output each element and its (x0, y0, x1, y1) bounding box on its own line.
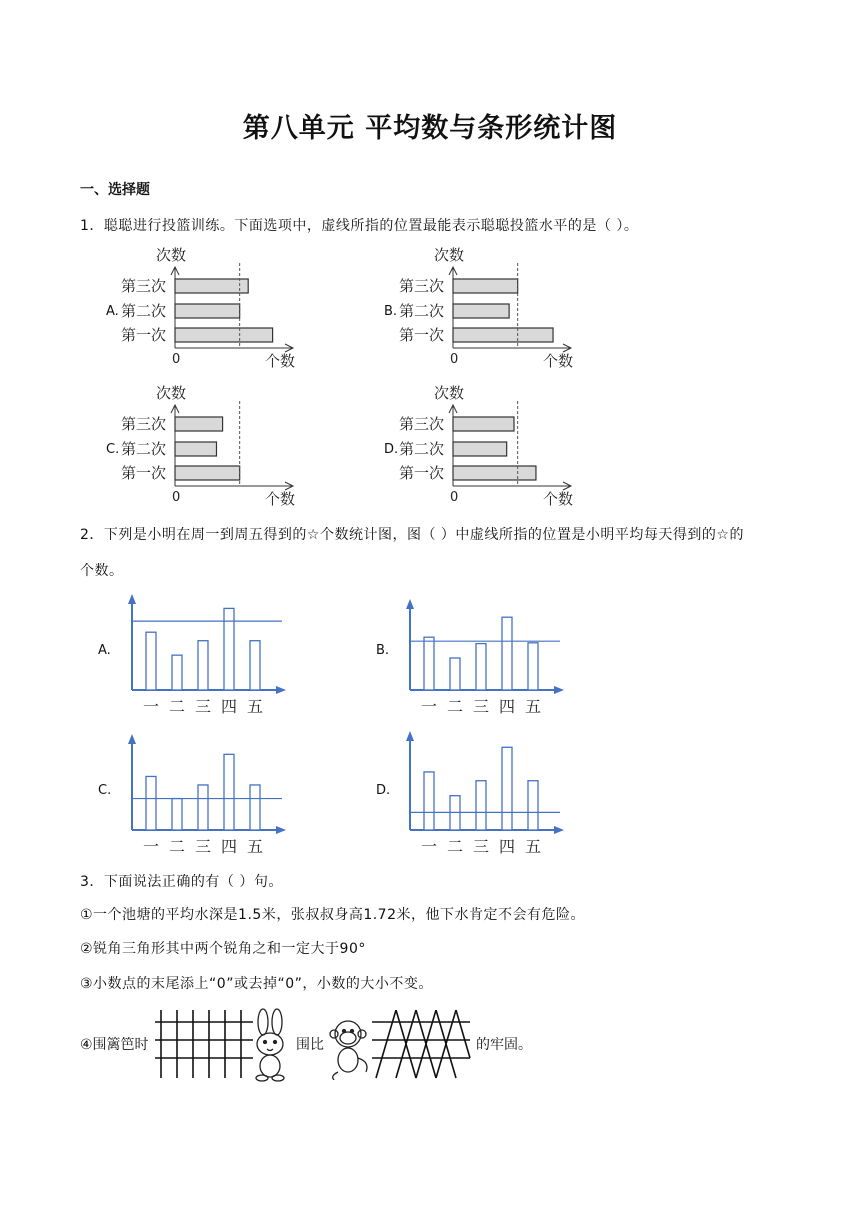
row-label: 第一次 (399, 464, 445, 482)
bar (502, 617, 512, 690)
square-fence-picture (155, 1010, 255, 1080)
bar (175, 417, 223, 431)
origin-label: 0 (450, 490, 459, 505)
day-label: 五 (525, 837, 542, 856)
day-label: 一 (143, 697, 160, 716)
day-label: 一 (421, 697, 438, 716)
y-axis-label: 次数 (434, 246, 465, 264)
option-label: C. (98, 783, 112, 798)
bar (172, 799, 182, 830)
bar (453, 442, 507, 456)
bar (450, 658, 460, 690)
bar (453, 304, 509, 318)
bar (198, 641, 208, 690)
q2-chart-b (376, 595, 576, 720)
row-label: 第三次 (399, 277, 445, 295)
day-label: 四 (499, 837, 516, 856)
day-label: 三 (473, 697, 490, 716)
y-axis-arrow (406, 731, 414, 741)
page-title: 第八单元 平均数与条形统计图 (242, 113, 618, 144)
rabbit-picture (248, 1008, 294, 1082)
day-label: 三 (195, 837, 212, 856)
day-label: 五 (525, 697, 542, 716)
section-heading: 一、选择题 (80, 182, 150, 198)
y-axis-label: 次数 (434, 384, 465, 402)
q2-chart-a (98, 590, 298, 720)
bar (453, 417, 514, 431)
bar (224, 754, 234, 830)
row-label: 第一次 (121, 326, 167, 344)
origin-label: 0 (172, 490, 181, 505)
question-3-item-4-part-2: 围比 (296, 1037, 324, 1053)
y-axis-arrow (128, 594, 136, 604)
question-2-line-1: 2．下列是小明在周一到周五得到的☆个数统计图，图（ ）中虚线所指的位置是小明平均每天得到的☆的 (80, 527, 744, 543)
question-3-item-3: ③小数点的末尾添上“0”或去掉“0”，小数的大小不变。 (80, 976, 433, 992)
bar (453, 466, 536, 480)
bar (476, 781, 486, 830)
bar (175, 442, 216, 456)
row-label: 第二次 (121, 302, 167, 320)
bar (146, 776, 156, 830)
monkey-picture (326, 1018, 374, 1080)
x-axis-arrow (276, 826, 286, 834)
question-3-item-4-part-3: 的牢固。 (476, 1037, 532, 1053)
x-axis-arrow (276, 686, 286, 694)
bar (198, 785, 208, 830)
row-label: 第三次 (121, 415, 167, 433)
day-label: 二 (169, 837, 186, 856)
row-label: 第三次 (121, 277, 167, 295)
q1-chart-a (106, 245, 310, 375)
q2-chart-c (98, 730, 298, 860)
x-axis-label: 个数 (265, 490, 296, 508)
row-label: 第二次 (121, 440, 167, 458)
day-label: 五 (247, 837, 264, 856)
q1-chart-b (384, 245, 588, 375)
row-label: 第二次 (399, 440, 445, 458)
bar (146, 632, 156, 690)
bar (175, 328, 273, 342)
bar (528, 781, 538, 830)
question-1: 1．聪聪进行投篮训练。下面选项中，虚线所指的位置最能表示聪聪投篮水平的是（ ）。 (80, 218, 639, 234)
day-label: 二 (447, 837, 464, 856)
option-label: B. (376, 643, 390, 658)
y-axis-arrow (128, 734, 136, 744)
x-axis-arrow (554, 686, 564, 694)
day-label: 四 (499, 697, 516, 716)
x-axis-arrow (554, 826, 564, 834)
day-label: 二 (447, 697, 464, 716)
row-label: 第一次 (121, 464, 167, 482)
q1-chart-d (384, 383, 588, 513)
bar (172, 655, 182, 690)
y-axis-label: 次数 (156, 384, 187, 402)
day-label: 三 (473, 837, 490, 856)
question-3-item-1: ①一个池塘的平均水深是1.5米，张叔叔身高1.72米，他下水肯定不会有危险。 (80, 907, 585, 923)
option-label: D. (384, 442, 399, 457)
row-label: 第三次 (399, 415, 445, 433)
day-label: 二 (169, 697, 186, 716)
bar (424, 772, 434, 830)
option-label: A. (106, 304, 119, 319)
day-label: 五 (247, 697, 264, 716)
x-axis-label: 个数 (265, 352, 296, 370)
row-label: 第二次 (399, 302, 445, 320)
x-axis-label: 个数 (543, 352, 574, 370)
origin-label: 0 (172, 352, 181, 367)
day-label: 一 (143, 837, 160, 856)
bar (175, 304, 240, 318)
q2-chart-d (376, 727, 576, 860)
bar (175, 279, 248, 293)
bar (250, 785, 260, 830)
bar (528, 643, 538, 690)
triangle-fence-picture (372, 1010, 472, 1080)
row-label: 第一次 (399, 326, 445, 344)
day-label: 一 (421, 837, 438, 856)
y-axis-arrow (406, 599, 414, 609)
origin-label: 0 (450, 352, 459, 367)
bar (175, 466, 240, 480)
day-label: 四 (221, 697, 238, 716)
q1-chart-c (106, 383, 310, 513)
day-label: 三 (195, 697, 212, 716)
option-label: C. (106, 442, 120, 457)
bar (453, 328, 553, 342)
bar (424, 637, 434, 690)
day-label: 四 (221, 837, 238, 856)
bar (250, 641, 260, 690)
bar (502, 747, 512, 830)
question-3-item-2: ②锐角三角形其中两个锐角之和一定大于90° (80, 941, 366, 957)
x-axis-label: 个数 (543, 490, 574, 508)
option-label: D. (376, 783, 391, 798)
option-label: B. (384, 304, 398, 319)
bar (476, 644, 486, 690)
question-2-line-2: 个数。 (80, 563, 124, 579)
question-3: 3．下面说法正确的有（ ）句。 (80, 874, 283, 890)
question-3-item-4-part-1: ④围篱笆时 (80, 1037, 149, 1053)
bar (453, 279, 518, 293)
option-label: A. (98, 643, 111, 658)
y-axis-label: 次数 (156, 246, 187, 264)
